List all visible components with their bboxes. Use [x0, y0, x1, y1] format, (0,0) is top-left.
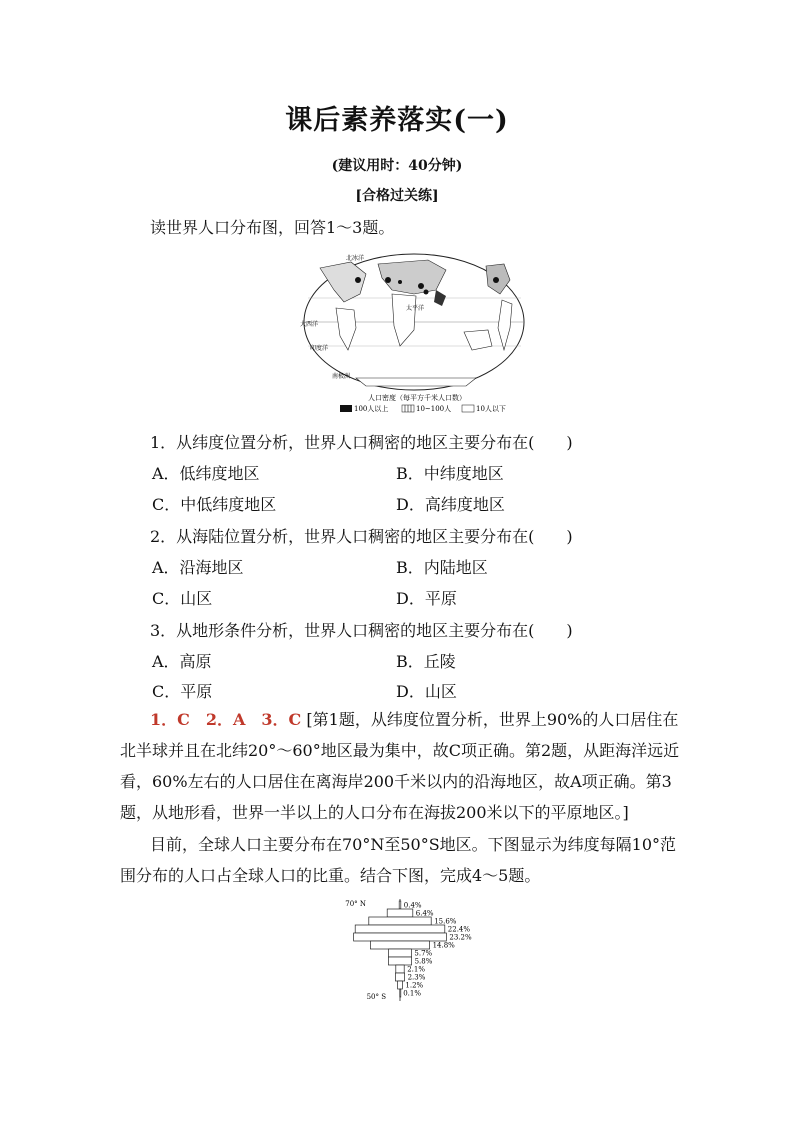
answer-explanation: [第1题，从纬度位置分析，世界上90%的人口居住在北半球并且在北纬20°～60°地区最为集中，故C项正确。第2题，从距海洋远近看，60%左右的人口居住在离海岸200千米以内的沿海地区，故A项正确。第3题，从地形看，世界一半以上的人口分布在海拔200米以下的平原地区。] [120, 710, 680, 822]
label-indian: 印度洋 [310, 345, 329, 352]
world-population-map [296, 250, 536, 420]
q2-option-a: A．沿海地区 [152, 558, 244, 577]
chart-value-label: 5.7% [414, 949, 433, 958]
chart-bar [354, 933, 447, 941]
q1-option-c: C．中低纬度地区 [152, 495, 277, 514]
chart-bar [389, 949, 412, 957]
chart-value-label: 1.2% [405, 981, 424, 990]
q1-option-d: D．高纬度地区 [396, 495, 505, 514]
q2-option-b: B．内陆地区 [396, 558, 488, 577]
chart-bar [399, 901, 401, 909]
legend-swatch-low [462, 405, 474, 412]
chart-bar [400, 989, 401, 997]
chart-bar [398, 981, 403, 989]
chart-bar [355, 925, 445, 933]
chart-bottom-label: 50° S [366, 993, 386, 1001]
label-atlantic: 大西洋 [300, 321, 319, 328]
label-southern: 南极洲 [332, 373, 351, 380]
chart-value-label: 14.8% [432, 941, 455, 950]
time-hint: (建议用时：40分钟) [331, 158, 463, 174]
section-label: [合格过关练] [355, 188, 439, 204]
q3-option-a: A．高原 [152, 652, 212, 671]
chart-bar [370, 941, 429, 949]
chart-value-label: 15.6% [434, 917, 457, 926]
label-arctic: 北冰洋 [346, 255, 365, 262]
chart-bar [387, 909, 413, 917]
chart-value-label: 0.1% [403, 989, 421, 998]
legend-item-low: 10人以下 [476, 405, 506, 413]
chart-value-label: 23.2% [449, 933, 472, 942]
answer-block [120, 704, 680, 828]
chart-value-label: 2.3% [407, 973, 426, 982]
chart-value-label: 2.1% [407, 965, 425, 974]
q3-option-d: D．山区 [396, 682, 457, 701]
intro-1: 读世界人口分布图，回答1～3题。 [150, 218, 395, 237]
chart-bar [388, 957, 411, 965]
q2-option-d: D．平原 [396, 589, 457, 608]
chart-value-label: 22.4% [447, 925, 471, 934]
q3-option-c: C．平原 [152, 682, 213, 701]
question-2-stem: 2．从海陆位置分析，世界人口稠密的地区主要分布在( ) [150, 527, 573, 546]
latitude-population-chart [300, 895, 540, 1007]
intro-2: 目前，全球人口主要分布在70°N至50°S地区。下图显示为纬度每隔10°范围分布的人口占全球人口的比重。结合下图，完成4～5题。 [120, 835, 677, 885]
chart-bar [395, 973, 404, 981]
q1-option-b: B．中纬度地区 [396, 464, 504, 483]
chart-value-label: 5.8% [414, 957, 433, 966]
answer-keys: 1．C 2．A 3．C [150, 710, 302, 729]
q3-option-b: B．丘陵 [396, 652, 456, 671]
question-1-stem: 1．从纬度位置分析，世界人口稠密的地区主要分布在( ) [150, 433, 573, 452]
q2-option-c: C．山区 [152, 589, 213, 608]
chart-value-label: 0.4% [403, 901, 422, 910]
chart-bar [369, 917, 431, 925]
chart-top-label: 70° N [345, 900, 366, 908]
chart-value-label: 6.4% [415, 909, 434, 918]
q1-option-a: A．低纬度地区 [152, 464, 260, 483]
legend-swatch-high [340, 405, 352, 412]
legend-title: 人口密度（每平方千米人口数） [368, 394, 466, 402]
page-title: 课后素养落实(一) [285, 105, 509, 136]
question-3-stem: 3．从地形条件分析，世界人口稠密的地区主要分布在( ) [150, 621, 573, 640]
legend-item-mid: 10~100人 [416, 405, 452, 413]
label-pacific: 太平洋 [406, 305, 425, 312]
chart-bar [396, 965, 404, 973]
legend-item-high: 100人以上 [354, 405, 389, 413]
